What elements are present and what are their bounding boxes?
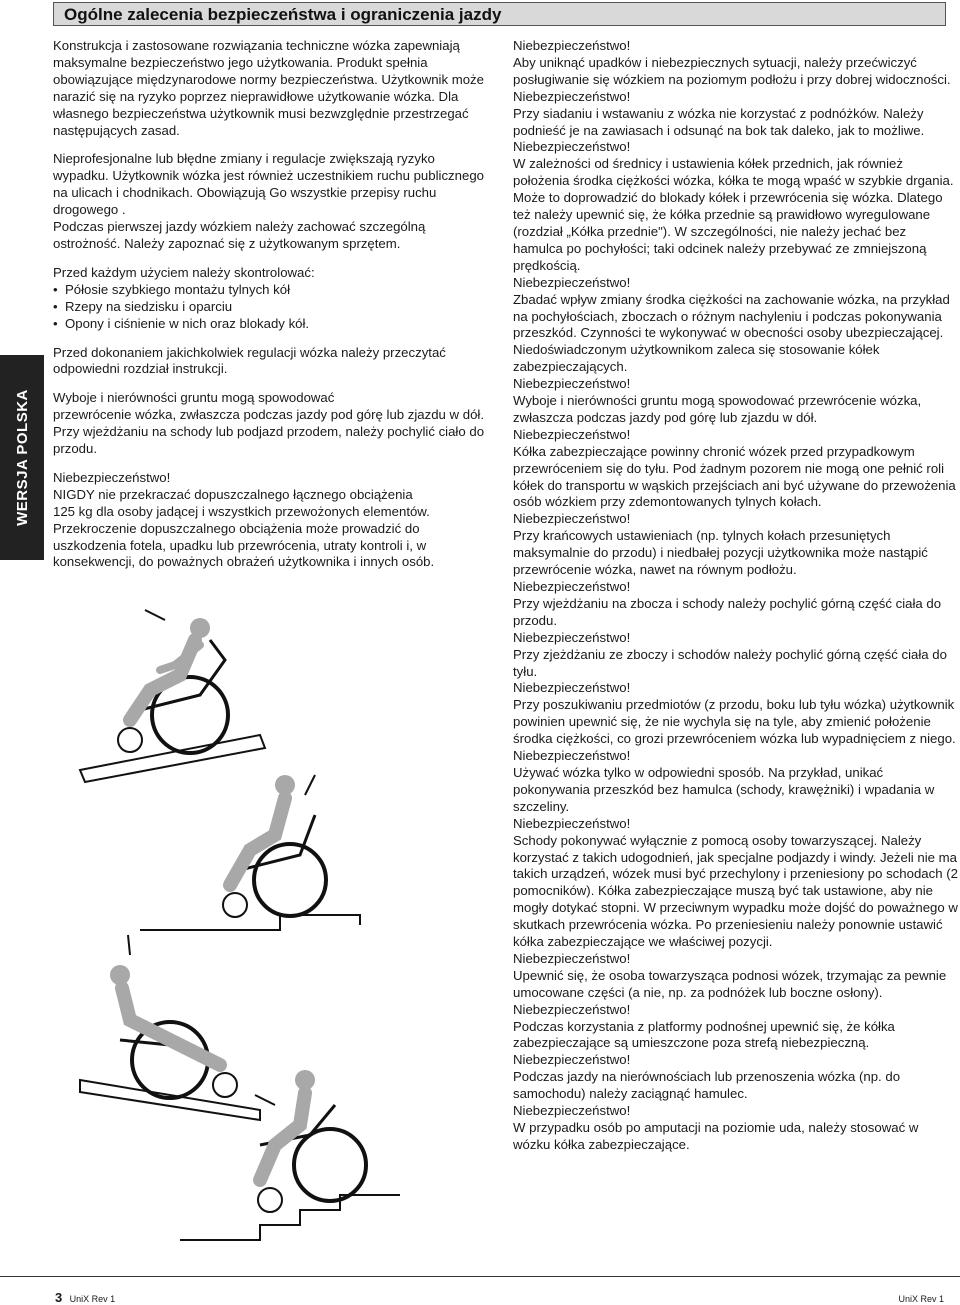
danger-label: Niebezpieczeństwo! bbox=[513, 38, 631, 53]
language-label: WERSJA POLSKA bbox=[13, 389, 31, 526]
right-column bbox=[513, 38, 958, 1154]
warning-text: Przy siadaniu i wstawaniu z wózka nie korzystać z podnóżków. Należy podnieść je na zawiasach i odsunąć na bok tak daleko, jak to możliwe. bbox=[513, 105, 925, 138]
danger-label: Niebezpieczeństwo! bbox=[513, 815, 631, 831]
checklist bbox=[53, 282, 493, 333]
danger-label: Niebezpieczeństwo! bbox=[513, 1103, 631, 1119]
warning-text: Podczas korzystania z platformy podnośnej upewnić się, że kółka zabezpieczające są umieszczone poza strefą niebezpieczną. bbox=[513, 1018, 895, 1051]
danger-label: Niebezpieczeństwo! bbox=[513, 1001, 631, 1017]
wheelchair-stairs-figure bbox=[180, 1070, 400, 1240]
wheelchair-illustrations bbox=[60, 600, 430, 1260]
modifications-paragraph: Nieprofesjonalne lub błędne zmiany i regulacje zwiększają ryzyko wypadku. Użytkownik wózka jest również uczestnikiem ruchu publicznego na ulicach i chodnikach. Obowiązują Go wszystkie przepisy ruchu drogowego . bbox=[53, 151, 484, 218]
revision-right: UniX Rev 1 bbox=[898, 1294, 944, 1304]
warning-text: Przy zjeżdżaniu ze zboczy i schodów należy pochylić górną część ciała do tyłu. bbox=[513, 646, 947, 679]
first-ride-paragraph: Podczas pierwszej jazdy wózkiem należy zachować szczególną ostrożność. Należy zapoznać się z użytkowanym sprzętem. bbox=[53, 219, 426, 251]
danger-label: Niebezpieczeństwo! bbox=[513, 88, 631, 104]
warning-text: W zależności od średnicy i ustawienia kółek przednich, jak również położenia środka ciężkości wózka, kółka te mogą wpaść w szybkie drgania. Może to doprowadzić do blokady kółek i przewrócenia się wózka. Dlatego też należy upewnić się, że kółka przednie są prawidłowo wyregulowane (rozdział „Kółka przednie"). W szczególności, nie należy jechać bez hamulca po pochyłości; taki odcinek należy przebywać ze zmniejszoną prędkością. bbox=[513, 156, 954, 273]
warning-text: Przy krańcowych ustawieniach (np. tylnych kołach przesuniętych maksymalnie do przodu) i niedbałej pozycji użytkownika może nastąpić przewrócenie wózka, nawet na równym podłożu. bbox=[513, 528, 928, 578]
page-number: 3 bbox=[55, 1290, 63, 1305]
danger-label: Niebezpieczeństwo! bbox=[513, 274, 631, 290]
warning-text: W przypadku osób po amputacji na poziomie uda, należy stosować w wózku kółka zabezpieczające. bbox=[513, 1120, 919, 1152]
warning-text: Przy poszukiwaniu przedmiotów (z przodu, boku lub tyłu wózka) użytkownik powinien upewnić się, że nie wychyla się na tyle, aby zmienić położenie środka ciężkości, co grozi przewróceniem wózka lub wypadnięciem z niego. bbox=[513, 697, 956, 747]
danger-label: Niebezpieczeństwo! bbox=[513, 1052, 631, 1068]
danger-label: Niebezpieczeństwo! bbox=[513, 376, 631, 392]
danger-label: Niebezpieczeństwo! bbox=[513, 426, 631, 442]
wheelchair-step-figure bbox=[140, 775, 360, 930]
danger-label: Niebezpieczeństwo! bbox=[513, 511, 631, 527]
wheelchair-ramp-uphill-figure bbox=[80, 610, 265, 782]
overload-paragraph: Przekroczenie dopuszczalnego obciążenia może prowadzić do uszkodzenia fotela, upadku lub przewrócenia, utraty kontroli i, w konsekwencji, do poważnych obrażeń użytkownika i innych osób. bbox=[53, 520, 435, 570]
warning-text: Upewnić się, że osoba towarzysząca podnosi wózek, trzymając za pewnie umocowane części (a nie, np. za podnóżek lub boczne osłony). bbox=[513, 967, 947, 1000]
revision-left: UniX Rev 1 bbox=[69, 1294, 116, 1304]
wheelchair-ramp-downhill-figure bbox=[80, 935, 260, 1120]
footer-left bbox=[55, 1290, 115, 1305]
danger-label: Niebezpieczeństwo! bbox=[513, 680, 631, 696]
warning-text: Kółka zabezpieczające powinny chronić wózek przed przypadkowym przewróceniem się do tyłu. Pod żadnym pozorem nie mogą one pełnić roli kółek do transportu w wąskich przejściach ani być używane do przewożenia osób wózkiem przy zdemontowanych tylnych kołach. bbox=[513, 443, 956, 510]
checklist-item: • Półosie szybkiego montażu tylnych kół bbox=[53, 282, 493, 299]
warning-text: Wyboje i nierówności gruntu mogą spowodować przewrócenie wózka, zwłaszcza podczas jazdy pod górę lub zjazdu w dół. bbox=[513, 393, 922, 425]
footer-divider bbox=[0, 1276, 960, 1277]
left-column bbox=[53, 38, 493, 571]
checklist-intro: Przed każdym użyciem należy skontrolować: bbox=[53, 264, 315, 280]
danger-label: Niebezpieczeństwo! bbox=[53, 469, 171, 485]
load-limit-line1: NIGDY nie przekraczać dopuszczalnego łącznego obciążenia bbox=[53, 486, 413, 502]
warning-text: Aby uniknąć upadków i niebezpiecznych sytuacji, należy przećwiczyć posługiwanie się wózkiem na poziomym podłożu i przy dobrej widoczności. bbox=[513, 54, 951, 87]
page-title: Ogólne zalecenia bezpieczeństwa i ograniczenia jazdy bbox=[53, 2, 946, 26]
warning-text: Przy wjeżdżaniu na zbocza i schody należy pochylić górną część ciała do przodu. bbox=[513, 595, 942, 628]
warning-text: Schody pokonywać wyłącznie z pomocą osoby towarzyszącej. Należy korzystać z takich udogodnień, jak specjalne podjazdy i windy. Jeżeli nie ma takich urządzeń, wózek musi być przechylony i przeniesiony po schodach (2 pomocników). Kółka zabezpieczające muszą być tak ustawione, aby nie mogły dotykać stopni. W przeciwnym wypadku może dojść do poważnego w skutkach przewrócenia wózka. Po przeniesieniu należy ponownie ustawić kółka zabezpieczające we właściwej pozycji. bbox=[513, 832, 958, 950]
load-limit-line2: 125 kg dla osoby jadącej i wszystkich przewożonych elementów. bbox=[53, 503, 430, 519]
language-side-tab bbox=[0, 355, 44, 560]
danger-label: Niebezpieczeństwo! bbox=[513, 748, 631, 764]
terrain-paragraph: przewrócenie wózka, zwłaszcza podczas jazdy pod górę lub zjazdu w dół. Przy wjeżdżaniu na schody lub podjazd przodem, należy pochylić ciało do przodu. bbox=[53, 407, 485, 457]
terrain-paragraph-line1: Wyboje i nierówności gruntu mogą spowodować bbox=[53, 390, 335, 406]
adjustment-paragraph: Przed dokonaniem jakichkolwiek regulacji wózka należy przeczytać odpowiedni rozdział instrukcji. bbox=[53, 344, 446, 377]
checklist-item: • Rzepy na siedzisku i oparciu bbox=[53, 299, 493, 316]
checklist-item: • Opony i ciśnienie w nich oraz blokady kół. bbox=[53, 316, 493, 333]
danger-label: Niebezpieczeństwo! bbox=[513, 139, 631, 155]
danger-label: Niebezpieczeństwo! bbox=[513, 579, 631, 594]
warning-text: Podczas jazdy na nierównościach lub przenoszenia wózka (np. do samochodu) należy zaciągnąć hamulec. bbox=[513, 1069, 901, 1102]
warning-text: Używać wózka tylko w odpowiedni sposób. Na przykład, unikać pokonywania przeszkód bez hamulca (schody, krawężniki) i wpadania w szczeliny. bbox=[513, 764, 935, 814]
warning-text: Zbadać wpływ zmiany środka ciężkości na zachowanie wózka, na przykład na pochyłościach, zboczach o różnym nachyleniu i podczas pokonywania przeszkód. Czynności te wykonywać w obecności osoby ubezpieczającej. Niedoświadczonym użytkownikom zaleca się stosowanie kółek zabezpieczających. bbox=[513, 291, 950, 375]
danger-label: Niebezpieczeństwo! bbox=[513, 629, 631, 645]
danger-label: Niebezpieczeństwo! bbox=[513, 950, 631, 966]
intro-paragraph: Konstrukcja i zastosowane rozwiązania techniczne wózka zapewniają maksymalne bezpieczeństwo jego użytkowania. Produkt spełnia obowiązujące międzynarodowe normy bezpieczeństwa. Użytkownik może narazić się na ryzyko poprzez nieprawidłowe użytkowanie wózka. Dla własnego bezpieczeństwa użytkownik musi bezwzględnie przestrzegać następujących zasad. bbox=[53, 38, 484, 138]
